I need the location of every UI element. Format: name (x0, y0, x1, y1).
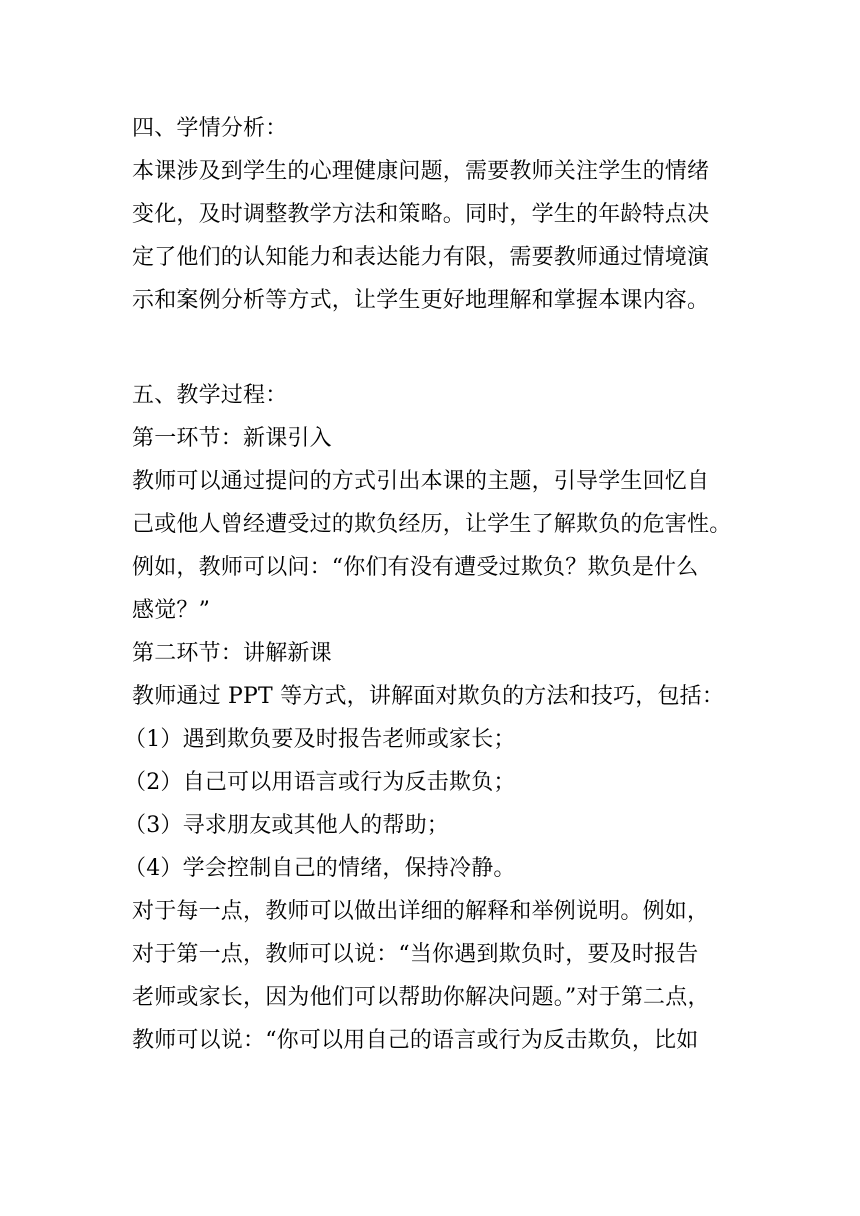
step-title-introduction: 第一环节：新课引入 (132, 426, 332, 451)
list-item: （3）寻求朋友或其他人的帮助； (124, 813, 449, 838)
list-item: （2）自己可以用语言或行为反击欺负； (124, 770, 516, 795)
paragraph-line: 教师通过 PPT 等方式，讲解面对欺负的方法和技巧，包括： (132, 684, 725, 709)
paragraph-line: 例如，教师可以问：“你们有没有遭受过欺负？欺负是什么 (132, 555, 699, 580)
paragraph-line: 变化，及时调整教学方法和策略。同时，学生的年龄特点决 (132, 202, 710, 227)
paragraph-line: 感觉？” (132, 598, 211, 623)
paragraph-line: 教师可以说：“你可以用自己的语言或行为反击欺负，比如 (132, 1028, 699, 1053)
paragraph-line: 老师或家长，因为他们可以帮助你解决问题。”对于第二点， (132, 985, 710, 1010)
paragraph-line: 对于每一点，教师可以做出详细的解释和举例说明。例如， (132, 899, 710, 924)
paragraph-line: 对于第一点，教师可以说：“当你遇到欺负时，要及时报告 (132, 942, 699, 967)
paragraph-line: 教师可以通过提问的方式引出本课的主题，引导学生回忆自 (132, 469, 710, 494)
section-heading-teaching-process: 五、教学过程： (132, 383, 288, 408)
paragraph-line: 定了他们的认知能力和表达能力有限，需要教师通过情境演 (132, 245, 710, 270)
paragraph-line: 己或他人曾经遭受过的欺负经历，让学生了解欺负的危害性。 (132, 512, 732, 537)
paragraph-line: 示和案例分析等方式，让学生更好地理解和掌握本课内容。 (132, 288, 710, 313)
section-heading-student-analysis: 四、学情分析： (132, 116, 288, 141)
list-item: （1）遇到欺负要及时报告老师或家长； (124, 727, 516, 752)
step-title-explanation: 第二环节：讲解新课 (132, 641, 332, 666)
list-item: （4）学会控制自己的情绪，保持冷静。 (124, 856, 516, 881)
paragraph-line: 本课涉及到学生的心理健康问题，需要教师关注学生的情绪 (132, 159, 710, 184)
